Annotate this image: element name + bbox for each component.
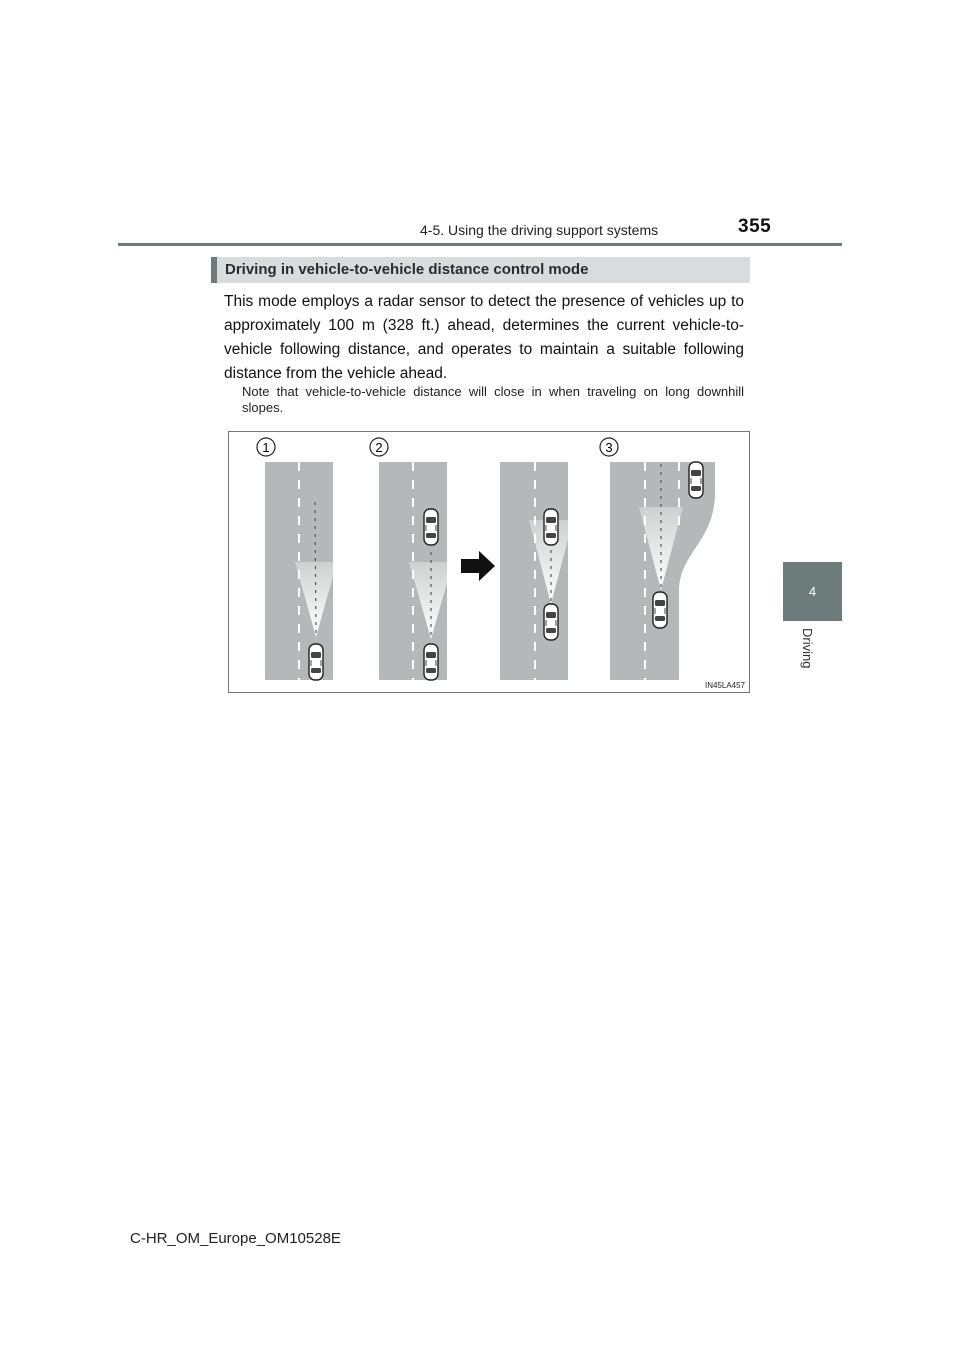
page-number: 355 — [738, 216, 772, 237]
figure-code: IN45LA457 — [704, 681, 745, 690]
body-paragraph: This mode employs a radar sensor to detect the presence of vehicles up to approximately 100 m (328 ft.) ahead, determines the current vehicle-to-vehicle following distance, and operates to maintain a suitable following distance from the vehicle ahead. — [224, 293, 744, 382]
radar-illustration — [229, 432, 749, 692]
road-1 — [265, 462, 337, 680]
heading-accent-bar — [211, 257, 217, 283]
transition-arrow-icon — [461, 551, 495, 581]
illustration-frame — [228, 431, 750, 693]
section-heading — [211, 257, 750, 283]
note-text: Note that vehicle-to-vehicle distance will close in when traveling on long downhill slopes. — [242, 384, 744, 415]
road-3 — [500, 462, 573, 680]
road-4 — [610, 462, 715, 680]
heading-text: Driving in vehicle-to-vehicle distance control mode — [225, 261, 589, 278]
chapter-number: 4 — [808, 584, 817, 599]
footer-doc-id: C-HR_OM_Europe_OM10528E — [130, 1230, 341, 1247]
chapter-name: Driving — [800, 628, 815, 669]
header-rule — [118, 243, 842, 246]
header-section-title: 4-5. Using the driving support systems — [420, 222, 659, 238]
chapter-label — [800, 628, 824, 678]
road-2 — [379, 462, 453, 680]
figure-label-1: 1 — [262, 440, 270, 455]
chapter-tab — [783, 562, 842, 621]
figure-label-3: 3 — [605, 440, 613, 455]
figure-label-2: 2 — [375, 440, 383, 455]
